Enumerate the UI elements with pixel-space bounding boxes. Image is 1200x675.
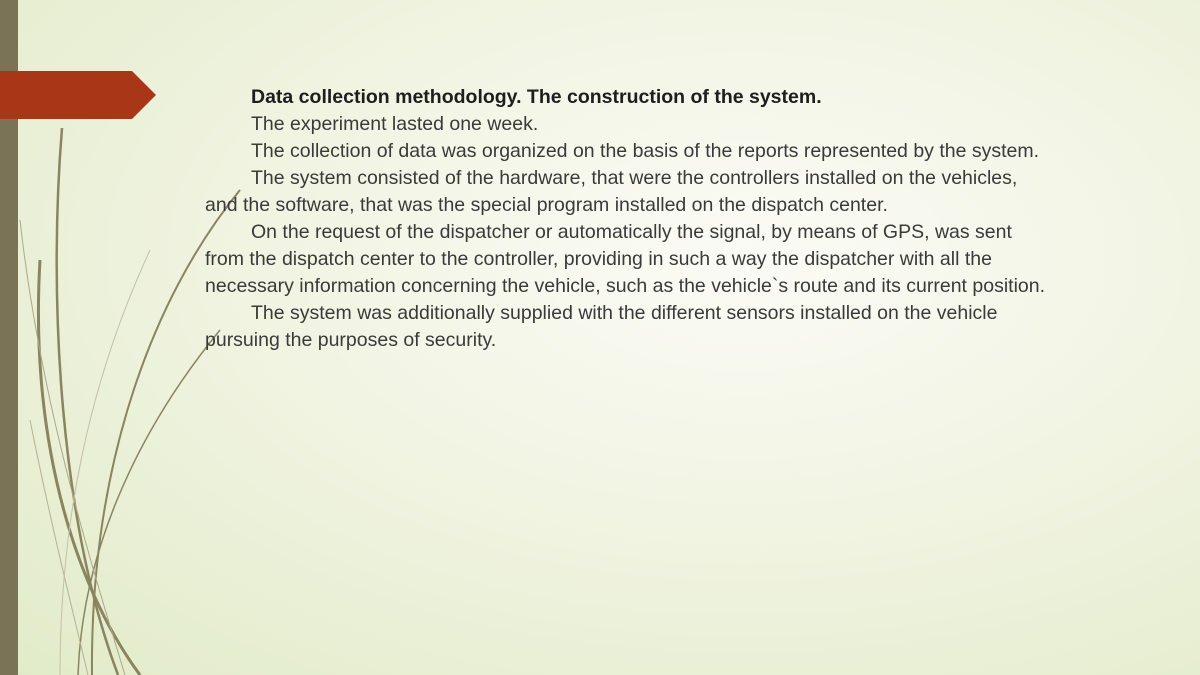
slide-heading: Data collection methodology. The construction of the system. <box>251 86 822 108</box>
accent-arrow-tab <box>0 71 156 119</box>
paragraph: The collection of data was organized on the basis of the reports represented by the system. <box>251 140 1040 162</box>
curve-stroke <box>20 220 125 675</box>
curve-stroke <box>30 420 88 675</box>
slide-body <box>205 84 1055 354</box>
curve-stroke <box>78 330 220 675</box>
paragraph: The experiment lasted one week. <box>251 113 539 135</box>
curve-stroke <box>38 260 140 675</box>
paragraph: The system was additionally supplied with the different sensors installed on the vehicle pursuing the purposes of security. <box>205 302 998 351</box>
paragraph: On the request of the dispatcher or automatically the signal, by means of GPS, was sent from the dispatch center to the controller, providing in such a way the dispatcher with all the necessary information concerning the vehicle, such as the vehicle`s route and its current position. <box>205 221 1046 297</box>
curve-stroke <box>60 250 150 675</box>
curve-stroke <box>57 128 118 675</box>
paragraph: The system consisted of the hardware, that were the controllers installed on the vehicles, and the software, that was the special program installed on the dispatch center. <box>205 167 1018 216</box>
